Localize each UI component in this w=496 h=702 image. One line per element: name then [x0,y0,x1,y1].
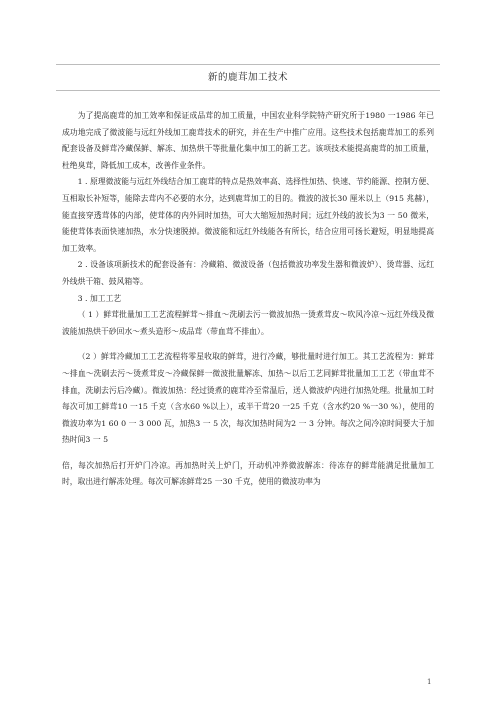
paragraph-process-heading: 3 . 加工工艺 [77,293,122,303]
paragraph-equipment: 2 . 设备该项新技术的配套设备有：冷藏箱、微波设备（包括微波功率发生器和微波炉）、烫茸器、远红外线烘干箱、鼓风箱等。 [62,260,434,286]
page-number: 1 [427,678,432,686]
paragraph-intro: 为了提高鹿茸的加工效率和保证成品茸的加工质量，中国农业科学院特产研究所于1980 一1986 年已成功地完成了微波能与远红外线加工鹿茸技术的研究，并在生产中推广应用。这些技术包括鹿茸加工的系列配套设备及鲜茸冷藏保鲜、解冻、加热烘干等批量化集中加工的新工艺。该项技术能提高鹿茸的加工质量，杜绝臭茸，降低加工成本，改善作业条件。 [62,111,434,170]
title-bottom-rule [56,90,440,91]
paragraph-process-1: （ 1 ）鲜茸批量加工工艺流程鲜茸～排血～洗刷去污一微波加热一烫煮茸皮～吹风冷凉～远红外线及微波能加热烘干砂回水～煮头造形～成品茸（带血茸不排血）。 [62,310,434,336]
paragraph-process-2: （2 ）鲜茸冷藏加工工艺流程将零星收取的鲜茸，进行冷藏，够批量时进行加工。其工艺流程为：鲜茸～排血～洗刷去污～烫煮茸皮～冷藏保鲜一微波批量解冻、加热～以后工艺同鲜茸批量加工工艺（带血茸不排血，洗刷去污后冷藏）。微波加热：经过烫煮的鹿茸冷至常温后，送人微波炉内进行加热处理。批量加工时每次可加工鲜茸10 一15 千克（含水60 %以上），或半干茸20 一25 千克（含水约20 %一30 %），使用的微波功率为1 60 0 一 3 000 瓦，加热3 一 5 次，每次加热时间为2 一 3 分钟。每次之间冷凉时间要大于加热时间3 一 5 [62,352,434,445]
paragraph-continuation: 倍，每次加热后打开炉门冷凉。再加热时关上炉门，开动机冲养微波解冻：待冻存的鲜茸能满足批量加工时，取出进行解冻处理。每次可解冻鲜茸25 一30 千克，使用的微波功率为 [62,460,434,487]
document-body [62,108,434,491]
document-title: 新的鹿茸加工技术 [207,72,288,83]
paragraph-gap [62,449,434,458]
paragraph-gap [62,340,434,349]
title-top-rule [56,64,440,65]
paragraph-principle: 1 . 原理微波能与远红外线结合加工鹿茸的特点是热效率高、选择性加热、快速、节约能源、控制方便、互相取长补短等，能除去茸内不必要的水分，达到鹿茸加工的目的。微波的波长30 厘米以上（915 兆赫），能直接穿透茸体的内部，使茸体的内外同时加热，可大大缩短加热时间；远红外线的波长为3 一 50 微米，能使茸体表面快速加热，水分快速脱掉。微波能和远红外线能各有所长，结合应用可扬长避短，明显地提高加工效率。 [62,177,434,253]
